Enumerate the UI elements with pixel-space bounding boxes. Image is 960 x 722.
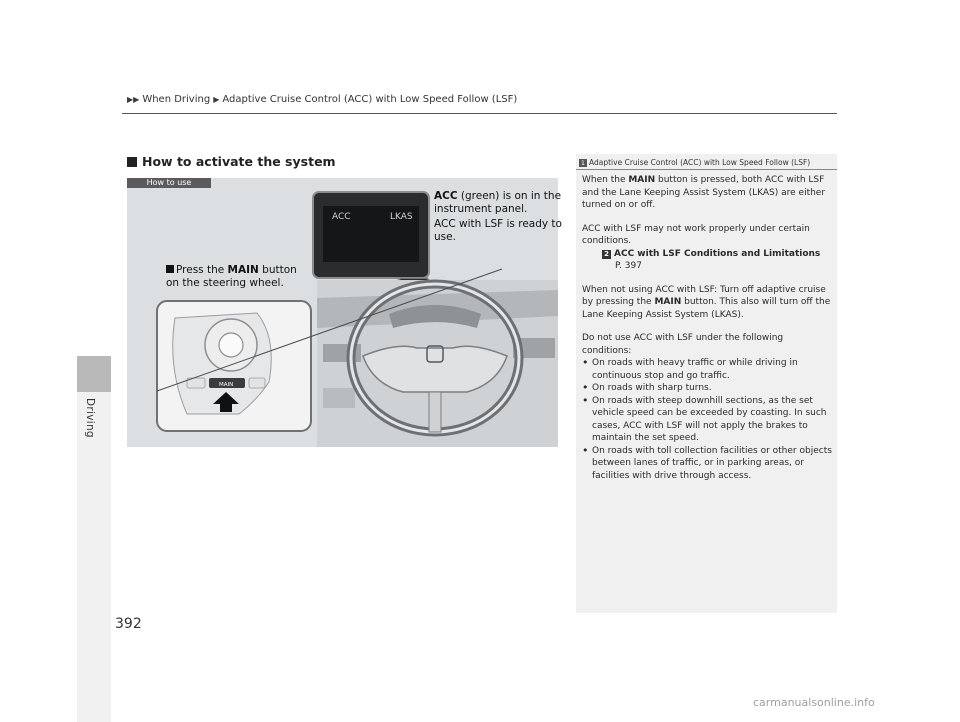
how-to-use-figure: [127, 178, 562, 447]
note-number-icon: 1: [580, 158, 586, 167]
section-heading-text: How to activate the system: [142, 154, 336, 169]
steering-wheel-spoke: [429, 392, 441, 432]
list-item: • On roads with toll collection facilities or other objects between lanes of traffic, or in parking areas, or facilities with drive through access.: [582, 445, 832, 483]
xref-arrow-icon: 2: [602, 250, 611, 259]
switch-dial-inner: [219, 333, 243, 357]
list-item: • On roads with heavy traffic or while driving in continuous stop and go traffic.: [582, 357, 832, 382]
note-header-rule: [576, 169, 837, 170]
list-item: • On roads with sharp turns.: [582, 382, 832, 395]
acc-status-caption: [434, 190, 562, 246]
lower-switches: [323, 388, 355, 408]
main-button-label: MAIN: [219, 382, 234, 388]
breadcrumb-item-when-driving[interactable]: When Driving: [142, 94, 211, 105]
side-tab-label[interactable]: Driving: [84, 398, 96, 438]
conditions-list: [582, 357, 832, 482]
note-paragraph-1: When the MAIN button is pressed, both ACC with LSF and the Lane Keeping Assist System (LKAS) are either turned on or off.: [582, 175, 826, 210]
breadcrumb-arrow-icon: ▶▶: [127, 95, 140, 104]
header-rule: [122, 113, 837, 114]
main-button-caption: Press the MAIN button on the steering wheel.: [166, 264, 297, 289]
note-header: [579, 158, 810, 167]
acc-caption-line1: ACC (green) is on in the instrument panel.: [434, 190, 562, 215]
page-number: 392: [115, 616, 142, 632]
breadcrumb-item-acc[interactable]: Adaptive Cruise Control (ACC) with Low Speed Follow (LSF): [222, 94, 518, 105]
side-tab-marker: [77, 356, 111, 392]
switch-button-right: [249, 378, 265, 388]
xref-link[interactable]: [582, 248, 832, 261]
figure-tag: How to use: [127, 178, 211, 188]
side-tab-strip: [77, 392, 111, 722]
note-paragraph-4: Do not use ACC with LSF under the following conditions:: [582, 333, 784, 356]
heading-square-icon: [127, 157, 137, 167]
watermark: carmanualsonline.info: [753, 696, 875, 709]
caption-square-icon: [166, 265, 174, 273]
note-header-title: Adaptive Cruise Control (ACC) with Low Speed Follow (LSF): [589, 158, 811, 167]
breadcrumb: [127, 94, 517, 105]
side-note-box: [576, 154, 837, 613]
note-body: [582, 174, 832, 482]
xref-title[interactable]: ACC with LSF Conditions and Limitations: [614, 248, 821, 259]
breadcrumb-arrow-icon: ▶: [213, 95, 220, 104]
display-lkas-label: LKAS: [390, 212, 413, 222]
section-heading: [127, 154, 336, 169]
xref-page[interactable]: P. 397: [615, 261, 642, 271]
list-item: • On roads with steep downhill sections, as the set vehicle speed can be exceeded by coasting. In such cases, ACC with LSF will not apply the brakes to maintain the set speed.: [582, 395, 832, 445]
acc-caption-line2: ACC with LSF is ready to use.: [434, 218, 562, 243]
display-acc-label: ACC: [332, 212, 351, 222]
note-paragraph-2: ACC with LSF may not work properly under certain conditions.: [582, 223, 810, 246]
note-paragraph-3: When not using ACC with LSF: Turn off adaptive cruise by pressing the MAIN button. This also will turn off the Lane Keeping Assist System (LKAS).: [582, 284, 831, 320]
